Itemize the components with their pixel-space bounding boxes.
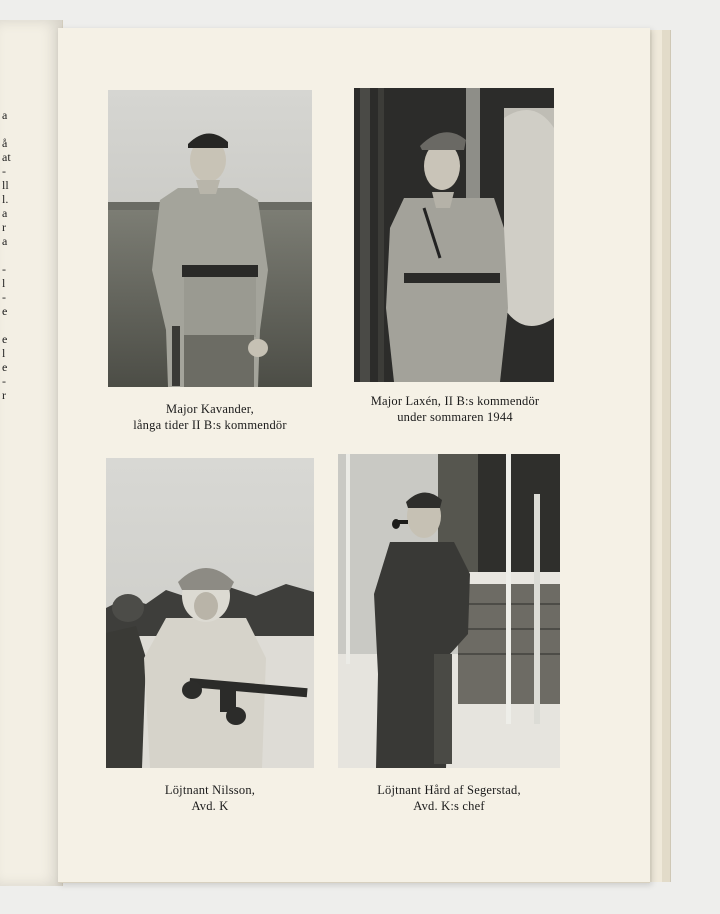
book-page xyxy=(58,28,650,883)
caption-line: Avd. K xyxy=(191,799,229,813)
caption-line: Löjtnant Nilsson, xyxy=(164,783,256,797)
caption-major-kavander xyxy=(104,401,316,433)
caption-lojtnant-nilsson xyxy=(102,782,318,814)
photo-lojtnant-hard-af-segerstad xyxy=(338,454,560,768)
left-page xyxy=(0,20,63,886)
photo-lojtnant-nilsson xyxy=(106,458,314,768)
caption-line: långa tider II B:s kommendör xyxy=(133,418,287,432)
caption-major-laxen xyxy=(340,393,570,425)
caption-line: Major Kavander, xyxy=(166,402,254,416)
caption-line: Major Laxén, II B:s kommendör xyxy=(370,394,540,408)
caption-line: under sommaren 1944 xyxy=(397,410,513,424)
caption-line: Löjtnant Hård af Segerstad, xyxy=(377,783,521,797)
page-stack-edge xyxy=(662,30,671,882)
caption-lojtnant-hard-af-segerstad xyxy=(332,782,566,814)
left-page-margin-text: a å at - ll l. a r a - l - e e l e - r xyxy=(2,108,11,402)
caption-line: Avd. K:s chef xyxy=(413,799,485,813)
photo-major-laxen xyxy=(354,88,554,382)
photo-major-kavander xyxy=(108,90,312,387)
